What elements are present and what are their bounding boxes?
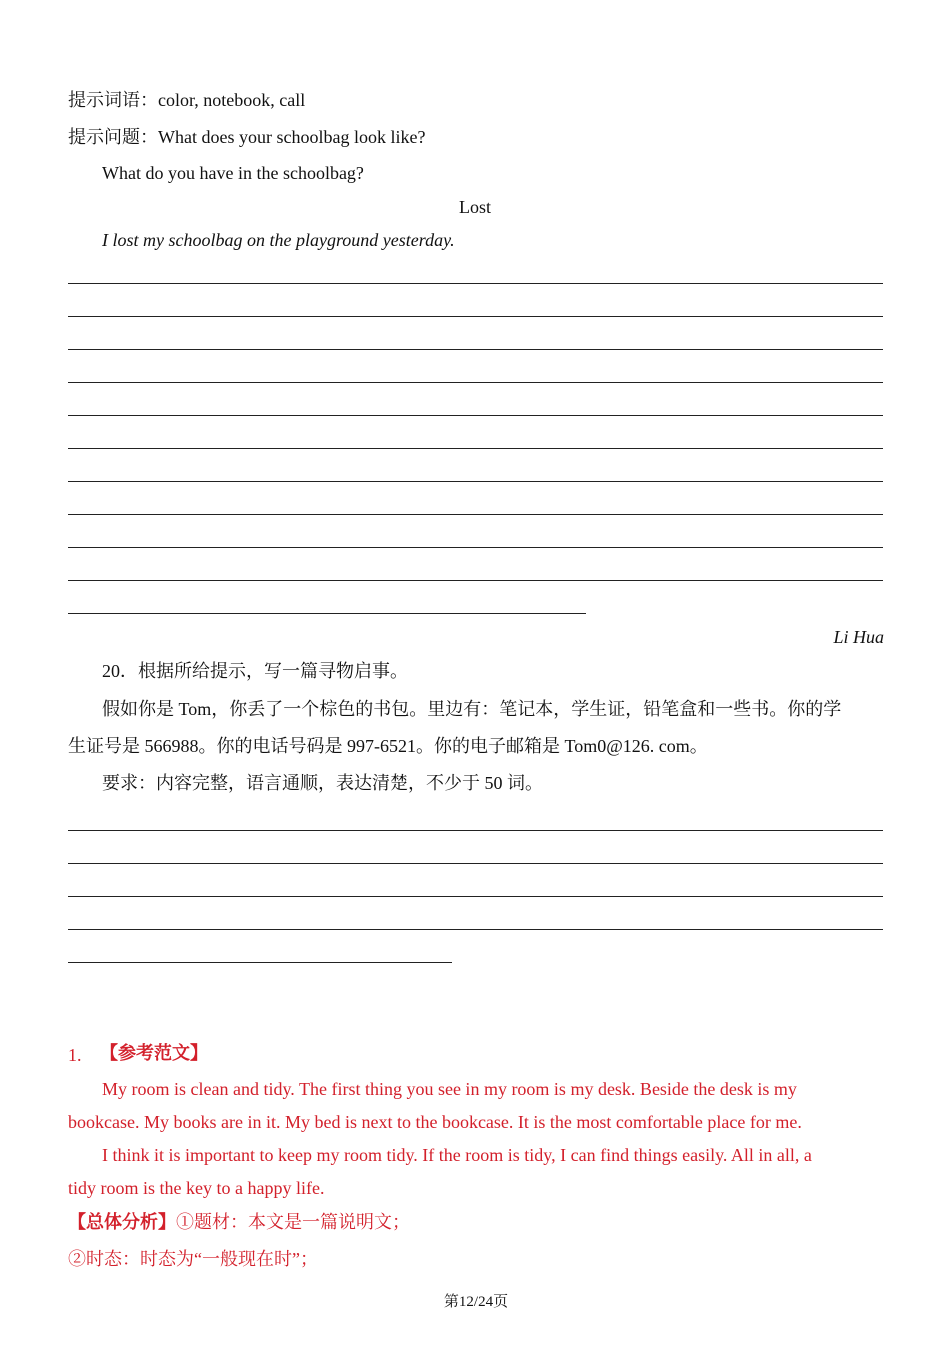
writing-line [68,830,883,831]
writing-line [68,349,883,350]
writing-line [68,580,883,581]
answer-label: 【参考范文】 [100,1043,208,1063]
analysis-text: ①题材：本文是一篇说明文； [176,1212,410,1232]
writing-line [68,863,883,864]
hint-question-2: What do you have in the schoolbag? [102,163,364,183]
question-20-text: 生证号是 566988。你的电话号码是 997-6521。你的电子邮箱是 Tom0@126. com。 [68,736,708,756]
analysis-line-2: ②时态：时态为“一般现在时”； [68,1249,318,1269]
question-20-requirement: 要求：内容完整，语言通顺，表达清楚，不少于 50 词。 [102,773,543,793]
hint-question-1: 提示问题：What does your schoolbag look like? [68,127,426,147]
writing-line [68,962,452,963]
writing-line [68,283,883,284]
essay-title: Lost [459,197,492,217]
writing-line [68,547,883,548]
answer-text: I think it is important to keep my room tidy. If the room is tidy, I can find things easily. All in all, a [102,1145,812,1165]
analysis-line-1 [68,1211,410,1233]
signature: Li Hua [833,627,884,647]
writing-line [68,382,883,383]
analysis-label: 【总体分析】 [68,1212,176,1232]
writing-line [68,481,883,482]
answer-text: tidy room is the key to a happy life. [68,1178,325,1198]
answer-number: 1. [68,1045,82,1065]
page-number: 第12/24页 [443,1294,509,1310]
question-20-heading: 20．根据所给提示，写一篇寻物启事。 [102,661,408,681]
writing-line [68,448,883,449]
answer-text: bookcase. My books are in it. My bed is next to the bookcase. It is the most comfortable place for me. [68,1112,802,1132]
writing-line [68,316,883,317]
writing-line [68,929,883,930]
hint-words: 提示词语：color, notebook, call [68,90,306,110]
writing-line [68,514,883,515]
question-20-text: 假如你是 Tom，你丢了一个棕色的书包。里边有：笔记本，学生证，铅笔盒和一些书。你的学 [102,699,842,719]
writing-line [68,613,586,614]
writing-line [68,415,883,416]
writing-line [68,896,883,897]
answer-text: My room is clean and tidy. The first thing you see in my room is my desk. Beside the desk is my [102,1079,797,1099]
essay-first-sentence: I lost my schoolbag on the playground yesterday. [102,230,455,250]
